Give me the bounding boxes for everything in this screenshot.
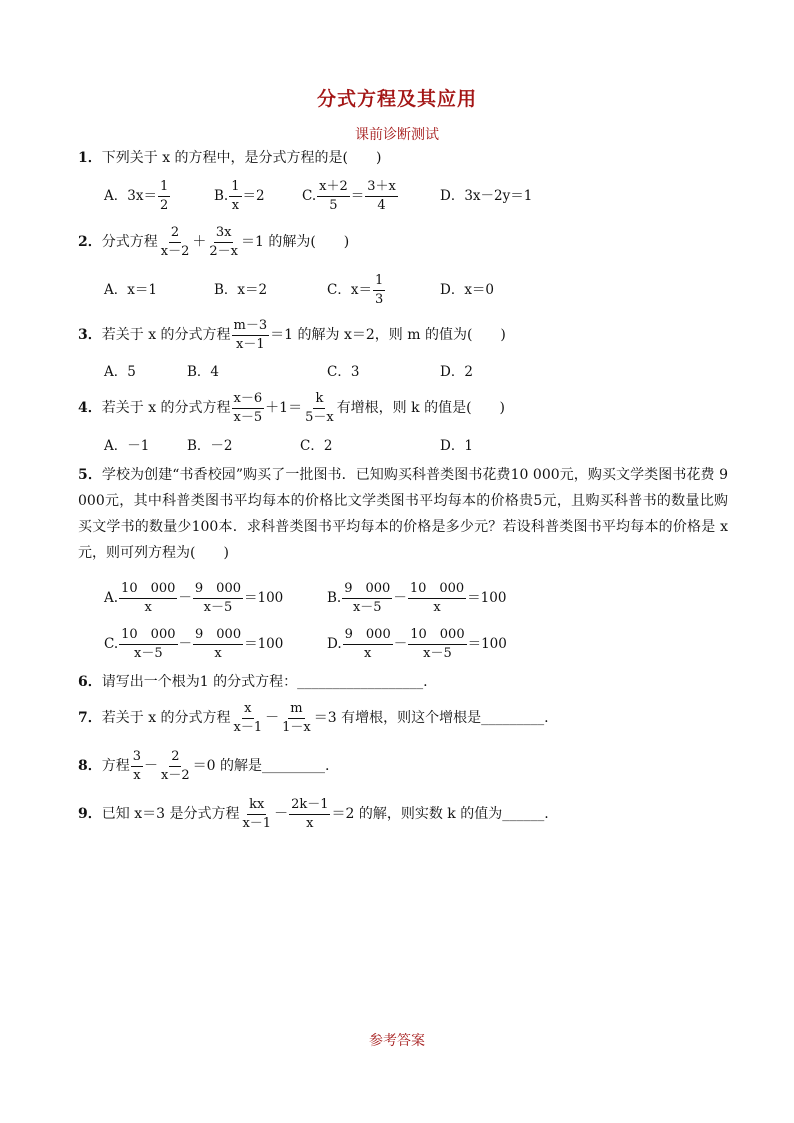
- question-number: 8．: [78, 758, 102, 774]
- option-c: C．3: [327, 364, 360, 380]
- option-d: D．3x－2y＝1: [440, 188, 533, 204]
- denominator: x: [433, 599, 441, 615]
- option-d: D．1: [440, 438, 473, 454]
- numerator: 10 000: [119, 627, 177, 645]
- fraction: [119, 627, 177, 662]
- option-d: [327, 624, 507, 664]
- numerator: 9 000: [342, 581, 392, 599]
- option-b: B．x＝2: [214, 282, 268, 298]
- fraction: [158, 179, 170, 214]
- option-c: C．2: [300, 438, 333, 454]
- question-text: ＝3 有增根，则这个增根是_________.: [313, 710, 549, 726]
- denominator: x－5: [423, 645, 452, 661]
- denominator: x－5: [134, 645, 163, 661]
- numerator: 2k－1: [289, 797, 330, 815]
- page-title: 分式方程及其应用: [316, 88, 477, 110]
- denominator: x: [364, 645, 372, 661]
- fraction: [240, 797, 273, 832]
- question-text: ＝2 的解，则实数 k 的值为______.: [331, 806, 549, 822]
- numerator: 3＋x: [365, 179, 398, 197]
- fraction: [373, 273, 385, 308]
- numerator: k: [313, 391, 325, 409]
- section-subtitle: 课前诊断测试: [355, 127, 439, 143]
- minus-sign: －: [265, 710, 280, 726]
- denominator: x: [214, 645, 222, 661]
- denominator: x－1: [242, 815, 272, 831]
- question-8: [78, 746, 329, 786]
- fraction: [193, 581, 243, 616]
- question-text: ＝1 的解为( ): [240, 234, 350, 250]
- question-4: [78, 388, 505, 428]
- question-text: ＝1 的解为 x＝2，则 m 的值为( ): [270, 327, 506, 343]
- answer-key-heading: 参考答案: [369, 1033, 425, 1049]
- question-3: [78, 315, 506, 355]
- equation-tail: ＝100: [467, 636, 507, 652]
- question-number: 3．: [78, 327, 102, 343]
- option-label: D.: [327, 636, 342, 652]
- equation-middle: ＋1＝: [265, 400, 303, 416]
- option-label: B.: [214, 188, 229, 204]
- numerator: x: [242, 701, 253, 719]
- equation-tail: ＝100: [244, 636, 284, 652]
- numerator: 1: [158, 179, 170, 197]
- denominator: 2: [159, 197, 169, 213]
- minus-sign: －: [144, 758, 159, 774]
- question-2: [78, 222, 349, 262]
- option-a: [104, 578, 283, 618]
- fraction: [193, 627, 243, 662]
- numerator: 2: [169, 225, 181, 243]
- fraction: [229, 179, 241, 214]
- option-label: A.: [104, 590, 119, 606]
- equation-tail: ＝2: [242, 188, 265, 204]
- option-label: B.: [327, 590, 342, 606]
- denominator: x－2: [160, 243, 190, 259]
- numerator: x－6: [232, 391, 265, 409]
- option-label: C.: [104, 636, 119, 652]
- equation-tail: ＝100: [244, 590, 284, 606]
- numerator: m: [288, 701, 304, 719]
- denominator: x－5: [352, 599, 382, 615]
- fraction: [303, 391, 336, 426]
- question-text: 若关于 x 的分式方程: [101, 327, 231, 343]
- fraction: [289, 797, 330, 832]
- question-number: 4．: [78, 400, 102, 416]
- option-a: [104, 176, 171, 216]
- option-b: [214, 176, 265, 216]
- question-9: [78, 794, 549, 834]
- fraction: [343, 627, 393, 662]
- numerator: 3: [131, 749, 143, 767]
- denominator: x－1: [236, 336, 265, 352]
- question-text: 分式方程: [101, 234, 158, 250]
- question-text: 学校为创建“书香校园”购买了一批图书．已知购买科普类图书花费10 000元，购买文学类图书花费 9 000元，其中科普类图书平均每本的价格比文学类图书平均每本的价格贵5元，且购买科普书的数量比购买文学书的数量少100本．求科普类图书平均每本的价格是多少元？若设科普类图书平均每本的价格是 x 元，则可列方程为( ): [78, 467, 728, 561]
- denominator: 4: [377, 197, 386, 213]
- numerator: 1: [373, 273, 385, 291]
- fraction: [159, 225, 192, 260]
- question-1: [78, 148, 381, 168]
- denominator: x－1: [233, 719, 263, 735]
- denominator: x: [306, 815, 314, 831]
- denominator: x: [231, 197, 240, 213]
- fraction: [131, 749, 143, 784]
- option-c: [104, 624, 283, 664]
- denominator: x－5: [203, 599, 233, 615]
- option-label: C．x＝: [327, 282, 372, 298]
- denominator: x－5: [233, 409, 263, 425]
- option-label: A．3x＝: [104, 188, 157, 204]
- fraction: [342, 581, 392, 616]
- denominator: x－2: [161, 767, 190, 783]
- question-number: 1．: [78, 150, 102, 166]
- fraction: [159, 749, 192, 784]
- option-d: D．2: [440, 364, 473, 380]
- question-text: 若关于 x 的分式方程: [101, 400, 231, 416]
- question-text: 方程: [101, 758, 130, 774]
- fraction: [232, 391, 265, 426]
- question-number: 6．: [78, 674, 102, 690]
- minus-sign: －: [274, 806, 289, 822]
- question-text: 已知 x＝3 是分式方程: [101, 806, 240, 822]
- numerator: 1: [229, 179, 241, 197]
- denominator: 3: [374, 291, 384, 307]
- question-text: 请写出一个根为1 的分式方程：__________________.: [101, 674, 428, 690]
- option-b: B．4: [187, 364, 220, 380]
- option-a: A．－1: [104, 438, 150, 454]
- denominator: 5: [329, 197, 338, 213]
- question-number: 7．: [78, 710, 102, 726]
- option-c: [327, 270, 386, 310]
- fraction: [408, 581, 466, 616]
- option-b: B．－2: [187, 438, 233, 454]
- option-c: [302, 176, 399, 216]
- option-label: C.: [302, 188, 317, 204]
- question-6: [78, 672, 428, 692]
- numerator: 3x: [214, 225, 234, 243]
- numerator: 10 000: [408, 627, 466, 645]
- equals-sign: ＝: [350, 188, 365, 204]
- equation-tail: ＝100: [467, 590, 507, 606]
- option-b: [327, 578, 506, 618]
- numerator: 9 000: [343, 627, 393, 645]
- fraction: [365, 179, 398, 214]
- fraction: [232, 701, 265, 736]
- numerator: m－3: [232, 318, 270, 336]
- numerator: 10 000: [119, 581, 177, 599]
- plus-sign: ＋: [192, 234, 207, 250]
- fraction: [207, 225, 240, 260]
- denominator: 1－x: [282, 719, 311, 735]
- minus-sign: －: [178, 636, 192, 652]
- option-d: D．x＝0: [440, 282, 495, 298]
- question-number: 5．: [78, 467, 102, 483]
- minus-sign: －: [393, 590, 407, 606]
- denominator: 2－x: [209, 243, 238, 259]
- question-text: ＝0 的解是_________.: [192, 758, 330, 774]
- numerator: 2: [169, 749, 181, 767]
- minus-sign: －: [393, 636, 408, 652]
- question-7: [78, 698, 549, 738]
- question-text: 下列关于 x 的方程中，是分式方程的是( ): [101, 150, 382, 166]
- fraction: [280, 701, 313, 736]
- numerator: 9 000: [193, 581, 243, 599]
- option-a: A．x＝1: [104, 282, 157, 298]
- numerator: 9 000: [193, 627, 243, 645]
- minus-sign: －: [178, 590, 192, 606]
- fraction: [232, 318, 270, 353]
- numerator: x＋2: [317, 179, 350, 197]
- option-a: A．5: [104, 364, 136, 380]
- denominator: x: [144, 599, 152, 615]
- question-5: [78, 462, 728, 566]
- question-text: 有增根，则 k 的值是( ): [336, 400, 505, 416]
- numerator: kx: [247, 797, 266, 815]
- question-number: 2．: [78, 234, 102, 250]
- question-text: 若关于 x 的分式方程: [101, 710, 231, 726]
- question-number: 9．: [78, 806, 102, 822]
- denominator: 5－x: [305, 409, 334, 425]
- denominator: x: [133, 767, 141, 783]
- fraction: [317, 179, 350, 214]
- fraction: [408, 627, 466, 662]
- fraction: [119, 581, 177, 616]
- numerator: 10 000: [408, 581, 466, 599]
